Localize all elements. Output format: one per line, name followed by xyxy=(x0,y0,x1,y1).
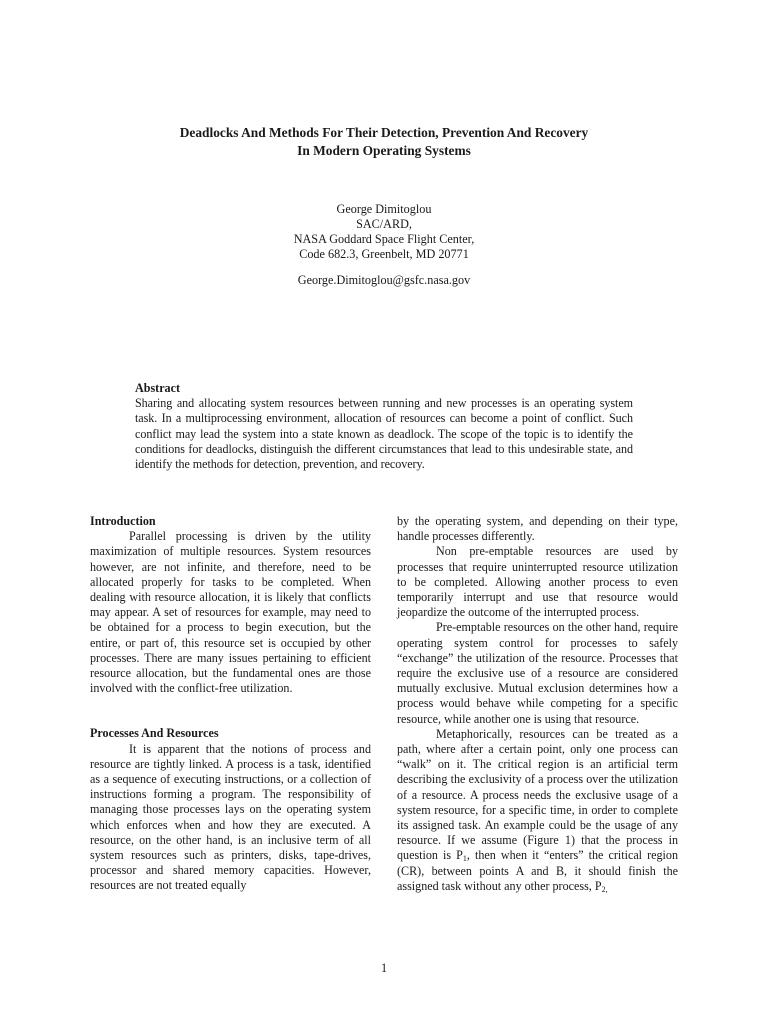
page-number: 1 xyxy=(380,961,388,975)
introduction-heading: Introduction xyxy=(90,514,156,528)
author-block xyxy=(180,202,588,288)
author-affiliation-1: SAC/ARD, xyxy=(356,217,412,231)
abstract-heading: Abstract xyxy=(135,381,181,395)
metaphor-paragraph xyxy=(397,727,678,894)
processes-paragraph: It is apparent that the notions of process and resource are tightly linked. A process is a task, identified as a sequence of executing instructions, or a collection of instructions forming a program. The responsibility of managing those processes lays on the operating system which enforces when and how they are executed. A resource, on the other hand, is an inclusive term of all system resources such as printers, disks, tape-drives, processor and shared memory capacities. However, resources are not treated equally xyxy=(90,741,371,893)
non-preemptable-paragraph: Non pre-emptable resources are used by processes that require uninterrupted resource utilization to be completed. Allowing another process to even temporarily interrupt and use that resource would jeopardize the outcome of the interrupted process. xyxy=(397,544,678,620)
title-line-1: Deadlocks And Methods For Their Detection, Prevention And Recovery xyxy=(179,125,589,140)
metaphor-text-2: , then when it “enters” the critical region (CR), between points A and B, it should finish the assigned task without any other process, P xyxy=(397,848,679,893)
title-line-2: In Modern Operating Systems xyxy=(297,143,471,158)
processes-heading: Processes And Resources xyxy=(90,726,219,741)
process-subscript-2: 2, xyxy=(601,884,608,894)
process-subscript-1: 1 xyxy=(462,854,467,864)
abstract-section xyxy=(135,381,633,472)
metaphor-text-1: Metaphorically, resources can be treated as a path, where after a certain point, only one process can “walk” on it. The critical region is an artificial term describing the exclusivity of a process over the utilization of a resource. A process needs the exclusive usage of a system resource, for a specific time, in order to complete its assigned task. An example could be the usage of any resource. If we assume (Figure 1) that the process in question is P xyxy=(397,726,678,863)
author-name: George Dimitoglou xyxy=(336,202,432,216)
introduction-paragraph: Parallel processing is driven by the utility maximization of multiple resources. System resources however, are not infinite, and therefore, need to be allocated properly for tasks to be completed. When dealing with resource allocation, it is likely that conflicts may appear. A set of resources for example, may need to be obtained for a process to begin execution, but the entire, or part of, this resource set is occupied by other processes. There are many issues pertaining to efficient resource allocation, but the fundamental ones are those involved with the conflict-free utilization. xyxy=(90,529,371,696)
author-address: Code 682.3, Greenbelt, MD 20771 xyxy=(299,247,469,261)
author-affiliation-2: NASA Goddard Space Flight Center, xyxy=(293,232,475,246)
right-column xyxy=(397,514,678,894)
preemptable-paragraph: Pre-emptable resources on the other hand, require operating system control for processes to safely “exchange” the utilization of the resource. Processes that require the exclusive use of a resource are considered mutually exclusive. Mutual exclusion determines how a process would behave while competing for a specific resource, while another one is using that resource. xyxy=(397,620,678,726)
left-column xyxy=(90,514,371,894)
abstract-text: Sharing and allocating system resources between running and new processes is an operating system task. In a multiprocessing environment, allocation of resources can become a point of conflict. Such conflict may lead the system into a state known as deadlock. The scope of the topic is to identify the conditions for deadlocks, distinguish the different circumstances that lead to this undesirable state, and identify the methods for detection, prevention, and recovery. xyxy=(135,396,633,472)
continuation-paragraph: by the operating system, and depending on their type, handle processes differently. xyxy=(397,514,678,544)
author-email: George.Dimitoglou@gsfc.nasa.gov xyxy=(297,273,471,287)
paper-title xyxy=(80,124,688,160)
